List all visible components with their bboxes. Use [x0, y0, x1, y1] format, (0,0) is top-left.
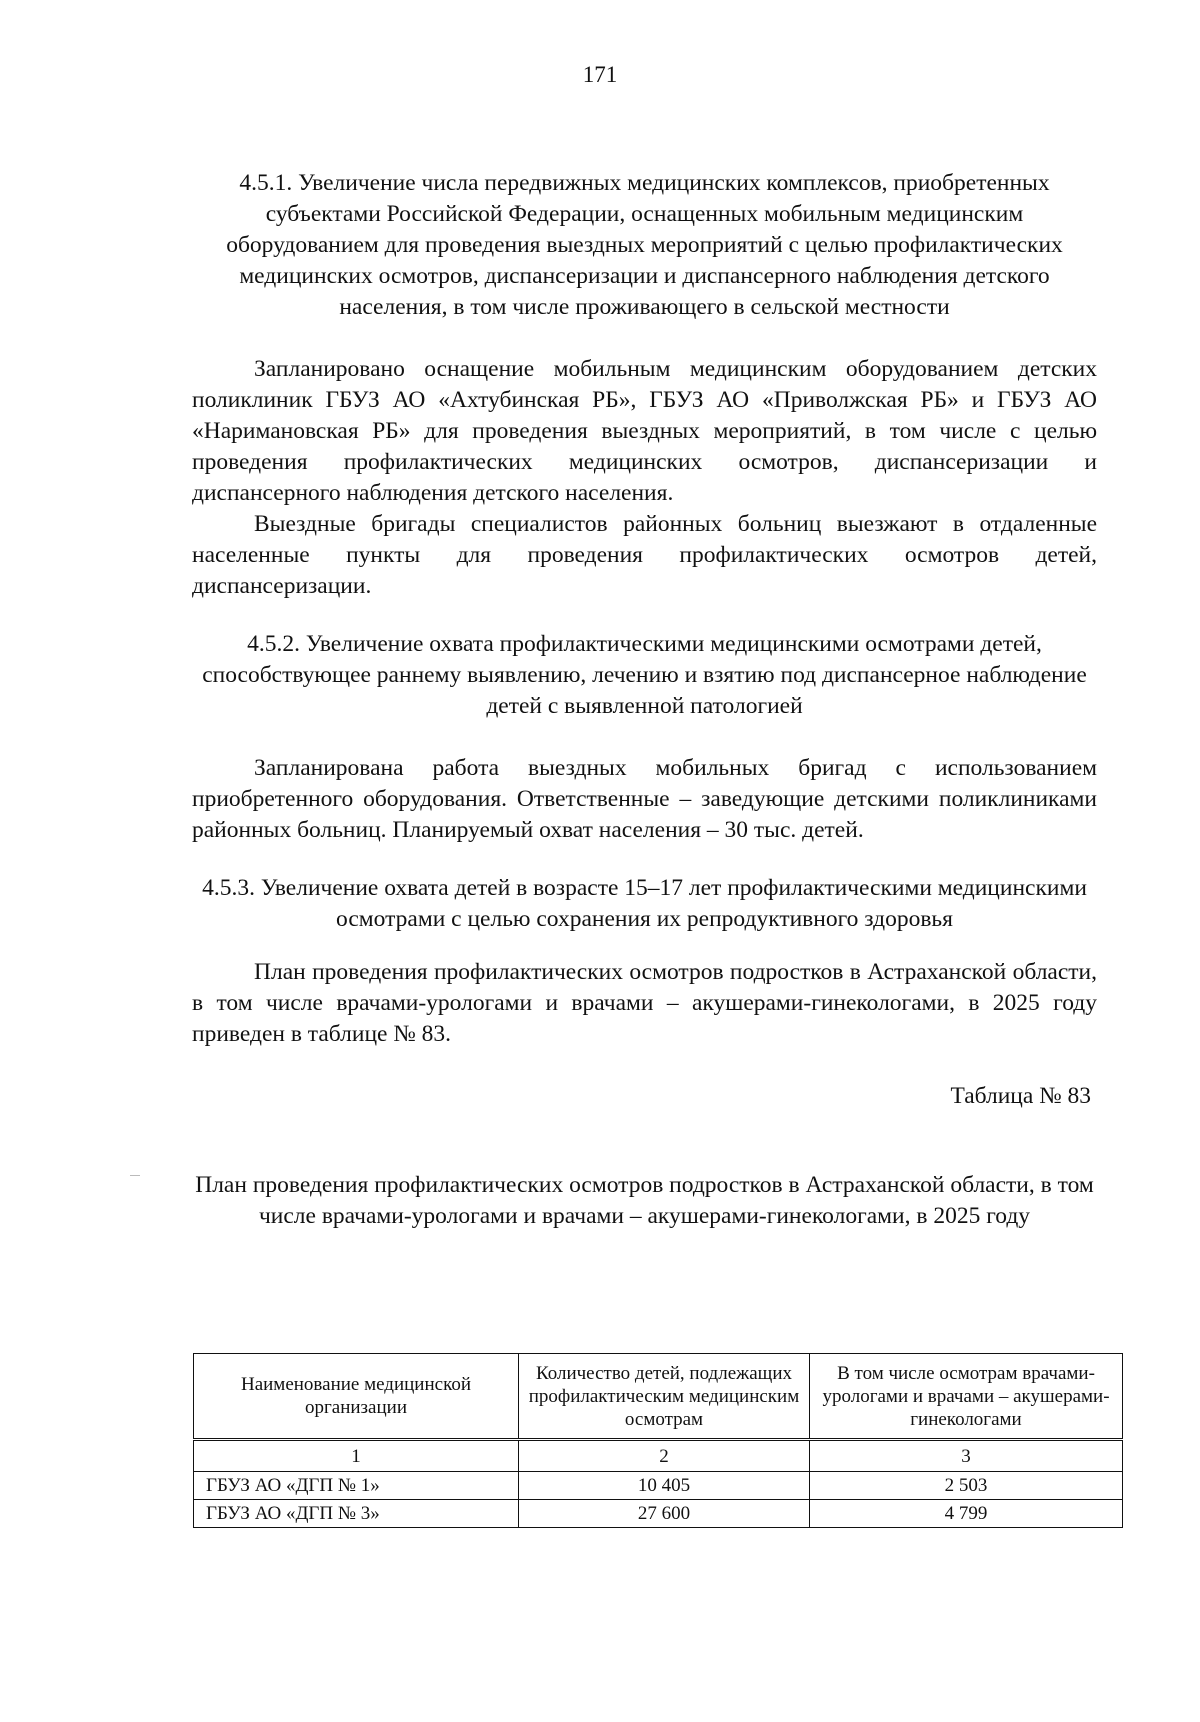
column-number: 2: [519, 1440, 810, 1472]
table-row: [194, 1500, 1123, 1528]
cell-urologist-gynecologist: 4 799: [810, 1500, 1123, 1528]
column-number: 3: [810, 1440, 1123, 1472]
table-row: [194, 1472, 1123, 1500]
paragraph: План проведения профилактических осмотров подростков в Астраханской области, в том числе врачами-урологами и врачами – акушерами-гинекологами, в 2025 году приведен в таблице № 83.: [192, 959, 1097, 1047]
table-title: План проведения профилактических осмотров подростков в Астраханской области, в том числе врачами-урологами и врачами – акушерами-гинекологами, в 2025 году: [195, 1172, 1094, 1229]
header-children-count: Количество детей, подлежащих профилактическим медицинским осмотрам: [519, 1354, 810, 1440]
cell-organization: ГБУЗ АО «ДГП № 1»: [194, 1472, 519, 1500]
page-number: 171: [582, 62, 618, 87]
header-organization: Наименование медицинской организации: [194, 1354, 519, 1440]
paragraph: Запланировано оснащение мобильным медицинским оборудованием детских поликлиник ГБУЗ АО «Ахтубинская РБ», ГБУЗ АО «Приволжская РБ» и ГБУЗ АО «Наримановская РБ» для проведения выездных мероприятий, в том числе с целью проведения профилактических медицинских осмотров, диспансеризации и диспансерного наблюдения детского населения.: [192, 356, 1097, 506]
document-body: [192, 168, 1097, 1232]
section-heading-4-5-2: 4.5.2. Увеличение охвата профилактическими медицинскими осмотрами детей, способствующее раннему выявлению, лечению и взятию под диспансерное наблюдение детей с выявленной патологией: [202, 631, 1087, 719]
column-number-row: [194, 1440, 1123, 1472]
plan-table: [193, 1353, 1123, 1528]
cell-urologist-gynecologist: 2 503: [810, 1472, 1123, 1500]
table-header-row: [194, 1354, 1123, 1440]
header-urologist-gynecologist: В том числе осмотрам врачами-урологами и врачами – акушерами-гинекологами: [810, 1354, 1123, 1440]
section-heading-4-5-3: 4.5.3. Увеличение охвата детей в возрасте 15–17 лет профилактическими медицинскими осмотрами с целью сохранения их репродуктивного здоровья: [202, 875, 1087, 932]
cell-organization: ГБУЗ АО «ДГП № 3»: [194, 1500, 519, 1528]
paragraph: Запланирована работа выездных мобильных бригад с использованием приобретенного оборудования. Ответственные – заведующие детскими поликлиниками районных больниц. Планируемый охват населения – 30 тыс. детей.: [192, 755, 1097, 843]
section-heading-4-5-1: 4.5.1. Увеличение числа передвижных медицинских комплексов, приобретенных субъектами Российской Федерации, оснащенных мобильным медицинским оборудованием для проведения выездных мероприятий с целью профилактических медицинских осмотров, диспансеризации и диспансерного наблюдения детского населения, в том числе проживающего в сельской местности: [226, 170, 1063, 320]
cell-children-count: 10 405: [519, 1472, 810, 1500]
scan-artifact: [130, 1175, 140, 1176]
paragraph: Выездные бригады специалистов районных больниц выезжают в отдаленные населенные пункты для проведения профилактических осмотров детей, диспансеризации.: [192, 511, 1097, 599]
cell-children-count: 27 600: [519, 1500, 810, 1528]
column-number: 1: [194, 1440, 519, 1472]
table-label: Таблица № 83: [950, 1083, 1091, 1109]
